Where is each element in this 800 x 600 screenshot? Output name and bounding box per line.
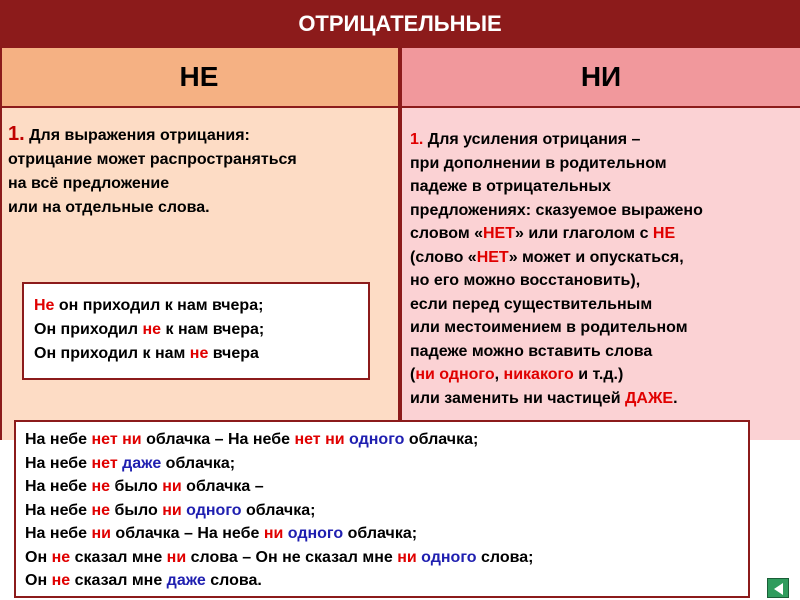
text-run: если перед существительным xyxy=(410,295,653,313)
text-run: или местоимением в родительном xyxy=(410,319,688,336)
text-run: На небе xyxy=(25,454,92,472)
example-line xyxy=(25,428,748,452)
rule-ne-line: или на отдельные слова. xyxy=(8,199,210,216)
text-run: облачка; xyxy=(343,525,418,542)
text-run: Он приходил xyxy=(34,321,143,338)
text-run: облачка – На небе xyxy=(141,431,295,448)
text-run: На небе xyxy=(25,525,92,542)
highlight-word: одного xyxy=(421,548,477,566)
text-run: . xyxy=(673,389,678,407)
example-line xyxy=(25,522,748,546)
text-run: и т.д.) xyxy=(573,366,624,383)
text-run: облачка – На небе xyxy=(110,525,264,542)
text-run: сказал мне xyxy=(70,572,167,589)
rule-number: 1. xyxy=(8,123,25,145)
highlight-word: не xyxy=(91,478,111,495)
rule-ni-line xyxy=(410,387,795,411)
rule-ne-line: отрицание может распространяться xyxy=(8,151,297,168)
rule-ni-line xyxy=(410,152,795,176)
highlight-word: одного xyxy=(287,525,344,542)
highlight-word: НЕ xyxy=(652,225,676,242)
example-line xyxy=(34,318,358,342)
text-run: вчера xyxy=(208,345,259,362)
column-header-ne: НЕ xyxy=(0,48,398,106)
text-run: или заменить ни частицей xyxy=(410,389,625,407)
highlight-word: не xyxy=(51,572,71,589)
highlight-word: 1. xyxy=(410,131,424,148)
text-run: » может и опускаться, xyxy=(508,248,684,266)
text-run: , xyxy=(494,366,504,383)
rule-ne-line: на всё предложение xyxy=(8,175,170,192)
highlight-word: нет ни xyxy=(294,431,345,448)
page-title: ОТРИЦАТЕЛЬНЫЕ xyxy=(0,0,800,48)
example-line xyxy=(25,569,748,593)
text-run: Он xyxy=(25,548,52,566)
highlight-word: одного xyxy=(349,431,405,448)
rule-ni-line xyxy=(410,340,795,364)
rule-ni-line xyxy=(410,293,795,317)
text-run: словом « xyxy=(410,225,483,242)
text-run: » или глаголом с xyxy=(515,225,653,242)
example-line xyxy=(34,294,358,318)
text-run: падеже можно вставить слова xyxy=(410,342,653,360)
highlight-word: ДАЖЕ xyxy=(625,389,674,407)
highlight-word: не xyxy=(91,501,111,519)
highlight-word: одного xyxy=(186,501,242,519)
text-run: слова – Он не сказал мне xyxy=(186,548,398,566)
highlight-word: даже xyxy=(166,572,206,589)
example-line xyxy=(25,546,748,570)
examples-ni xyxy=(25,428,748,593)
rule-ni-line xyxy=(410,199,795,223)
highlight-word: ни xyxy=(162,478,182,495)
highlight-word: не xyxy=(142,321,162,338)
text-run: Для усиления отрицания – xyxy=(423,131,641,148)
rule-ne-line-text: Для выражения отрицания: xyxy=(24,127,250,144)
text-run: Он xyxy=(25,572,52,589)
rule-ni-line xyxy=(410,175,795,199)
highlight-word: никакого xyxy=(503,366,574,383)
highlight-word: даже xyxy=(122,454,162,472)
column-header-ni: НИ xyxy=(402,48,800,106)
text-run: На небе xyxy=(25,431,92,448)
example-line xyxy=(25,499,748,523)
highlight-word: НЕТ xyxy=(483,225,515,242)
text-run: сказал мне xyxy=(70,548,167,566)
text-run: было xyxy=(110,478,163,495)
rule-ni xyxy=(410,128,795,410)
text-run: облачка – xyxy=(181,478,264,495)
highlight-word: не xyxy=(51,548,71,566)
text-run: облачка; xyxy=(404,431,479,448)
examples-ni-box xyxy=(14,420,750,598)
text-run: было xyxy=(110,501,163,519)
rule-ni-line xyxy=(410,363,795,387)
example-line xyxy=(34,342,358,366)
text-run: Он приходил к нам xyxy=(34,345,190,362)
text-run: при дополнении в родительном xyxy=(410,154,667,172)
rule-ni-line xyxy=(410,269,795,293)
highlight-word: ни xyxy=(263,525,284,542)
text-run: На небе xyxy=(25,478,92,495)
text-run: но его можно восстановить), xyxy=(410,272,641,289)
rule-ni-line xyxy=(410,128,795,152)
text-run: (слово « xyxy=(410,248,477,266)
rule-ni-line xyxy=(410,222,795,246)
divider-header xyxy=(0,106,800,108)
text-run: слова. xyxy=(205,572,262,589)
examples-ne xyxy=(34,294,358,366)
text-run: он приходил к нам вчера; xyxy=(54,297,264,314)
rule-ni-line xyxy=(410,316,795,340)
prev-slide-button[interactable] xyxy=(767,578,789,598)
rule-ne xyxy=(8,122,393,220)
text-run: падеже в отрицательных xyxy=(410,178,611,195)
highlight-word: ни xyxy=(397,548,417,566)
highlight-word: НЕТ xyxy=(476,248,509,266)
highlight-word: нет ни xyxy=(91,431,142,448)
text-run: На небе xyxy=(25,501,92,519)
highlight-word: ни xyxy=(91,525,111,542)
highlight-word: нет xyxy=(91,454,118,472)
highlight-word: ни одного xyxy=(415,366,495,383)
highlight-word: ни xyxy=(162,501,182,519)
highlight-word: не xyxy=(189,345,209,362)
example-line xyxy=(25,452,748,476)
text-run: к нам вчера; xyxy=(161,321,265,338)
highlight-word: Не xyxy=(34,297,55,314)
examples-ne-box xyxy=(22,282,370,380)
rule-ni-line xyxy=(410,246,795,270)
text-run: облачка; xyxy=(241,501,316,519)
text-run: предложениях: сказуемое выражено xyxy=(410,201,703,219)
text-run: слова; xyxy=(476,548,534,566)
highlight-word: ни xyxy=(166,548,187,566)
text-run: ( xyxy=(410,366,416,383)
text-run: облачка; xyxy=(161,454,236,472)
triangle-left-icon xyxy=(774,583,783,595)
example-line xyxy=(25,475,748,499)
rule-ne-line xyxy=(8,122,393,148)
